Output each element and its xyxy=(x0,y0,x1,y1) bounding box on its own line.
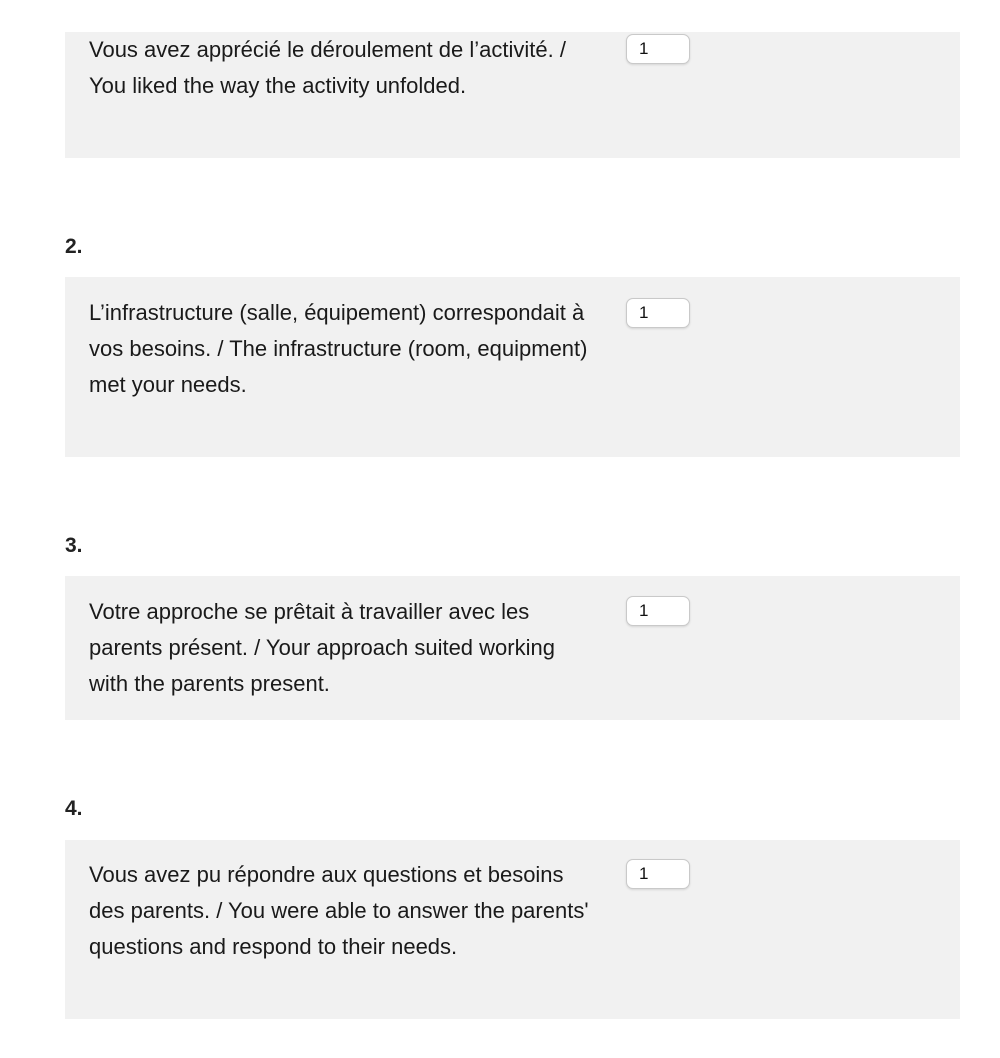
question-number-4: 4. xyxy=(65,797,83,820)
question-text-3: Votre approche se prêtait à travailler avec les parents présent. / Your approach suited working with the parents present. xyxy=(89,599,555,696)
answer-select-4[interactable]: 1 xyxy=(626,859,690,889)
question-text-1: Vous avez apprécié le déroulement de l’activité. / You liked the way the activity unfolded. xyxy=(89,37,566,98)
question-card-4 xyxy=(65,840,960,1019)
question-number-3: 3. xyxy=(65,534,83,557)
answer-select-3[interactable]: 1 xyxy=(626,596,690,626)
question-text-2: L’infrastructure (salle, équipement) correspondait à vos besoins. / The infrastructure (room, equipment) met your needs. xyxy=(89,300,588,397)
question-card-1 xyxy=(65,32,960,158)
question-text-4: Vous avez pu répondre aux questions et besoins des parents. / You were able to answer the parents' questions and respond to their needs. xyxy=(89,862,589,959)
question-card-3 xyxy=(65,576,960,720)
question-number-2: 2. xyxy=(65,235,83,258)
answer-select-2[interactable]: 1 xyxy=(626,298,690,328)
answer-select-1[interactable]: 1 xyxy=(626,34,690,64)
question-card-2 xyxy=(65,277,960,457)
